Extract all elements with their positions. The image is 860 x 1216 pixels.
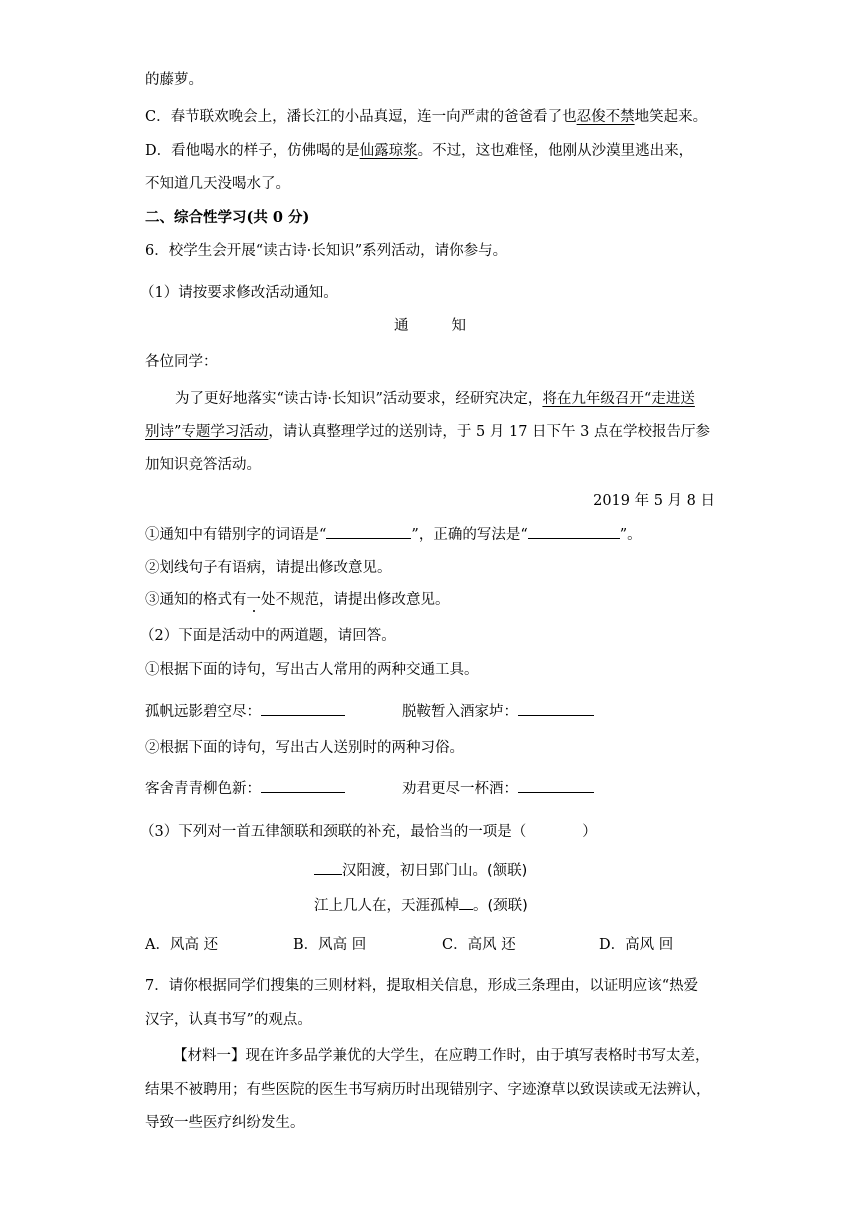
- answer-blank[interactable]: [261, 778, 345, 793]
- q6-stem: 6．校学生会开展“读古诗·长知识”系列活动，请你参与。: [145, 243, 508, 259]
- poem-line-1b: 脱鞍暂入酒家垆：: [402, 701, 594, 722]
- q5-option-d: D．看他喝水的样子，仿佛喝的是仙露琼浆。不过，这也难怪，他刚从沙漠里逃出来，: [145, 143, 694, 159]
- q7-stem-line2: 汉字，认真书写”的观点。: [145, 1012, 312, 1028]
- verse-line-1: 汉阳渡，初日郢门山。(颔联): [314, 860, 527, 881]
- q6-sub3: ③通知的格式有一处不规范，请提出修改意见。: [145, 592, 450, 608]
- q6-sub1: ①通知中有错别字的词语是“ ”，正确的写法是“ ”。: [145, 524, 642, 545]
- poem-line-2b: 劝君更尽一杯酒：: [402, 778, 594, 799]
- section-heading: 二、综合性学习(共 0 分): [145, 209, 310, 226]
- q5-tail: 的藤萝。: [145, 72, 203, 88]
- option-a[interactable]: A．风高 还: [145, 937, 219, 953]
- notice-date: 2019 年 5 月 8 日: [593, 493, 715, 509]
- notice-body-line1: 为了更好地落实“读古诗·长知识”活动要求，经研究决定，将在九年级召开“走进送: [175, 391, 695, 407]
- option-c[interactable]: C．高风 还: [442, 937, 516, 953]
- q6-sub2: ②划线句子有语病，请提出修改意见。: [145, 560, 392, 576]
- notice-body-line2: 别诗”专题学习活动，请认真整理学过的送别诗，于 5 月 17 日下午 3 点在学校报告厅参: [145, 424, 710, 440]
- option-b[interactable]: B．风高 回: [293, 937, 367, 953]
- material1-line2: 结果不被聘用；有些医院的医生书写病历时出现错别字、字迹潦草以致误读或无法辨认，: [145, 1082, 711, 1098]
- q6-part2-q1: ①根据下面的诗句，写出古人常用的两种交通工具。: [145, 662, 479, 678]
- verse-line-2: 江上几人在，天涯孤棹 。(颈联): [314, 895, 528, 916]
- q5-option-c: C．春节联欢晚会上，潘长江的小品真逗，连一向严肃的爸爸看了也忍俊不禁地笑起来。: [145, 109, 708, 125]
- answer-blank[interactable]: [518, 701, 594, 716]
- notice-title: 通 知: [394, 318, 466, 334]
- notice-body-line3: 加知识竞答活动。: [145, 457, 261, 473]
- material1-line3: 导致一些医疗纠纷发生。: [145, 1115, 305, 1131]
- answer-blank[interactable]: [528, 524, 620, 539]
- q6-part3: （3）下列对一首五律颔联和颈联的补充，最恰当的一项是（ ）: [140, 824, 597, 840]
- q5-option-d-line2: 不知道几天没喝水了。: [145, 176, 290, 192]
- q6-part1: （1）请按要求修改活动通知。: [140, 285, 338, 301]
- answer-blank[interactable]: [326, 524, 411, 539]
- material1-line1: 【材料一】现在许多品学兼优的大学生，在应聘工作时，由于填写表格时书写太差，: [173, 1048, 710, 1064]
- emphasis-dot-char: 一: [246, 592, 261, 608]
- q6-part2: （2）下面是活动中的两道题，请回答。: [140, 628, 396, 644]
- poem-line-2a: 客舍青青柳色新：: [145, 778, 345, 799]
- verse-blank[interactable]: [314, 860, 342, 875]
- notice-salutation: 各位同学：: [145, 354, 218, 370]
- verse-blank[interactable]: [459, 895, 473, 910]
- answer-blank[interactable]: [261, 701, 345, 716]
- q7-stem-line1: 7．请你根据同学们搜集的三则材料，提取相关信息，形成三条理由，以证明应该“热爱: [145, 978, 699, 994]
- poem-line-1a: 孤帆远影碧空尽：: [145, 701, 345, 722]
- underlined-idiom: 仙露琼浆: [359, 143, 418, 159]
- underlined-idiom: 忍俊不禁: [576, 109, 635, 125]
- option-d[interactable]: D．高风 回: [599, 937, 674, 953]
- answer-blank[interactable]: [518, 778, 594, 793]
- q6-part2-q2: ②根据下面的诗句，写出古人送别时的两种习俗。: [145, 740, 464, 756]
